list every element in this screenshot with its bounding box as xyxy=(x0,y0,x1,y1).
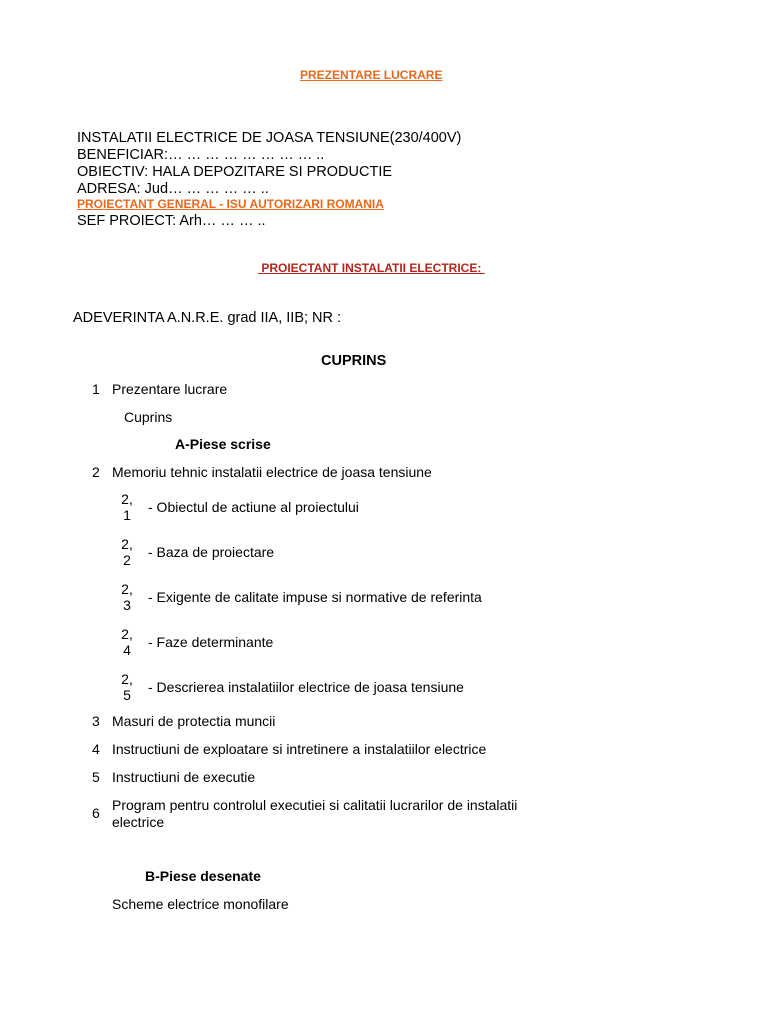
toc-item-text: Prezentare lucrare xyxy=(112,381,228,397)
toc-item-number: 3 xyxy=(92,713,100,729)
toc-item-text-continued: electrice xyxy=(112,814,165,830)
subitem-text: - Descrierea instalatiilor electrice de joasa tensiune xyxy=(148,679,464,695)
drawings-item: Scheme electrice monofilare xyxy=(112,896,289,912)
info-beneficiary: BENEFICIAR:… … … … … … … … .. xyxy=(77,147,325,163)
subitem-number: 2, 5 xyxy=(121,671,133,703)
section-b-heading: B-Piese desenate xyxy=(145,868,261,884)
page-title: PREZENTARE LUCRARE xyxy=(300,68,443,82)
anre-certificate: ADEVERINTA A.N.R.E. grad IIA, IIB; NR : xyxy=(73,310,342,326)
info-address: ADRESA: Jud… … … … … .. xyxy=(77,181,269,197)
subitem-number: 2, 1 xyxy=(121,491,133,523)
toc-item-text: Instructiuni de executie xyxy=(112,769,256,785)
project-manager: SEF PROIECT: Arh… … … .. xyxy=(77,213,266,229)
toc-item-text: Instructiuni de exploatare si intretinere a instalatiilor electrice xyxy=(112,741,487,757)
toc-item-text: Masuri de protectia muncii xyxy=(112,713,276,729)
subitem-text: - Exigente de calitate impuse si normative de referinta xyxy=(148,589,482,605)
toc-item-number: 4 xyxy=(92,741,100,757)
toc-item-number: 5 xyxy=(92,769,100,785)
subitem-text: - Obiectul de actiune al proiectului xyxy=(148,499,359,515)
info-objective: OBIECTIV: HALA DEPOZITARE SI PRODUCTIE xyxy=(77,164,393,180)
toc-item-number: 2 xyxy=(92,464,100,480)
section-a-heading: A-Piese scrise xyxy=(175,436,271,452)
info-installation: INSTALATII ELECTRICE DE JOASA TENSIUNE(230/400V) xyxy=(77,130,462,146)
toc-cuprins: Cuprins xyxy=(124,409,173,425)
toc-heading: CUPRINS xyxy=(321,353,387,369)
toc-item-text: Memoriu tehnic instalatii electrice de joasa tensiune xyxy=(112,464,432,480)
toc-item-number: 6 xyxy=(92,805,100,821)
electrical-designer-title: PROIECTANT INSTALATII ELECTRICE: xyxy=(258,261,485,275)
general-designer: PROIECTANT GENERAL - ISU AUTORIZARI ROMANIA xyxy=(77,197,384,211)
subitem-number: 2, 2 xyxy=(121,536,133,568)
toc-item-text: Program pentru controlul executiei si calitatii lucrarilor de instalatii xyxy=(112,797,518,813)
toc-item-number: 1 xyxy=(92,381,100,397)
subitem-number: 2, 3 xyxy=(121,581,133,613)
subitem-text: - Faze determinante xyxy=(148,634,274,650)
subitem-text: - Baza de proiectare xyxy=(148,544,275,560)
subitem-number: 2, 4 xyxy=(121,626,133,658)
